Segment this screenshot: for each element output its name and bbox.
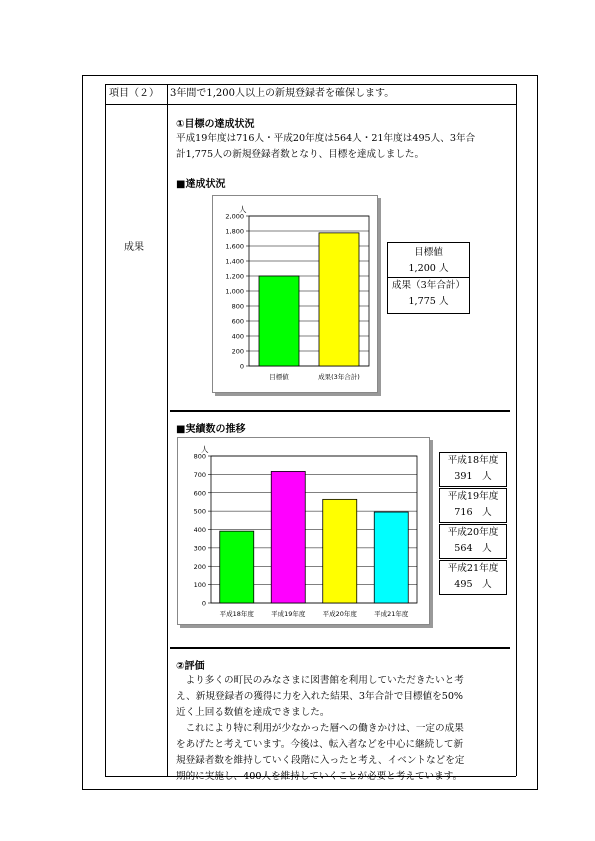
bar — [319, 233, 359, 366]
yearly-chart-frame — [177, 437, 430, 625]
yearly-summary-boxes — [439, 452, 507, 595]
section-title-evaluation: ②評価 — [176, 661, 205, 672]
yearly-results-chart — [178, 438, 429, 624]
bar — [323, 499, 357, 603]
y-axis-unit-label: 人 — [201, 445, 209, 454]
section-title-status: ■達成状況 — [176, 179, 226, 190]
yearly-box — [439, 488, 507, 523]
y-tick-label: 600 — [231, 317, 244, 326]
y-tick-label: 200 — [193, 562, 206, 571]
section-divider — [170, 410, 510, 412]
evaluation-line: 期的に実施し、400人を維持していくことが必要と考えています。 — [176, 771, 463, 782]
evaluation-line: をあげたと考えています。今後は、転入者などを中心に継続して新 — [176, 739, 464, 750]
y-axis-unit-label: 人 — [239, 205, 247, 214]
yearly-box-value: 495 人 — [454, 579, 492, 590]
y-tick-label: 100 — [193, 581, 206, 590]
yearly-box-label: 平成19年度 — [447, 491, 499, 502]
yearly-box — [439, 524, 507, 559]
evaluation-text — [176, 673, 464, 785]
yearly-box-label: 平成21年度 — [447, 563, 499, 574]
table-left-border — [105, 84, 106, 776]
column-divider — [167, 84, 168, 776]
y-tick-label: 1,600 — [225, 242, 244, 251]
table-right-border — [516, 84, 517, 776]
section-title-trend: ■実績数の推移 — [176, 424, 246, 435]
target-value: 1,200 人 — [408, 263, 449, 274]
target-label: 目標値 — [414, 247, 443, 258]
evaluation-line: これにより特に利用が少なかった層への働きかけは、一定の成果 — [176, 723, 464, 734]
target-summary-box — [387, 242, 470, 314]
y-tick-label: 700 — [193, 470, 206, 479]
y-tick-label: 300 — [193, 544, 206, 553]
evaluation-line: より多くの町民のみなさまに図書館を利用していただきたいと考 — [176, 675, 464, 686]
bar — [374, 512, 408, 603]
y-tick-label: 1,000 — [225, 287, 244, 296]
achievement-text-line1: 平成19年度は716人・平成20年度は564人・21年度は495人、3年合 — [176, 133, 476, 144]
x-category-label: 目標値 — [269, 373, 289, 381]
x-category-label: 平成20年度 — [322, 610, 357, 618]
y-tick-label: 600 — [193, 489, 206, 498]
result-label: 成果（3年合計） — [388, 277, 469, 294]
yearly-box-value: 564 人 — [454, 543, 492, 554]
evaluation-line: 近く上回る数値を達成できました。 — [176, 707, 330, 718]
x-category-label: 平成18年度 — [219, 610, 254, 618]
x-category-label: 平成19年度 — [271, 610, 306, 618]
x-category-label: 平成21年度 — [374, 610, 409, 618]
y-tick-label: 800 — [193, 452, 206, 461]
bar — [259, 276, 299, 366]
section-title-achievement: ①目標の達成状況 — [176, 119, 255, 130]
row-label: 成果 — [124, 242, 144, 253]
yearly-box — [439, 452, 507, 487]
y-tick-label: 1,800 — [225, 227, 244, 236]
y-tick-label: 2,000 — [225, 212, 244, 221]
yearly-box-value: 391 人 — [454, 471, 492, 482]
target-achievement-chart — [213, 196, 377, 392]
x-category-label: 成果(3年合計) — [318, 373, 360, 381]
y-tick-label: 800 — [231, 302, 244, 311]
bar — [220, 531, 254, 603]
evaluation-divider — [170, 647, 510, 649]
y-tick-label: 1,200 — [225, 272, 244, 281]
evaluation-line: 規登録者数を維持していく段階に入ったと考え、イベントなどを定 — [176, 755, 465, 766]
yearly-box-value: 716 人 — [454, 507, 492, 518]
item-text: 3年間で1,200人以上の新規登録者を確保します。 — [170, 88, 395, 99]
evaluation-line: え、新規登録者の獲得に力を入れた結果、3年合計で目標値を50% — [176, 691, 464, 702]
y-tick-label: 400 — [193, 526, 206, 534]
bar — [271, 471, 305, 603]
y-tick-label: 400 — [231, 332, 244, 341]
yearly-box — [439, 560, 507, 595]
y-tick-label: 1,400 — [225, 257, 244, 266]
yearly-box-label: 平成18年度 — [447, 455, 499, 466]
y-tick-label: 200 — [231, 347, 244, 356]
y-tick-label: 0 — [201, 599, 206, 608]
target-chart-frame — [212, 195, 378, 393]
item-label: 項目（２） — [109, 88, 159, 99]
y-tick-label: 0 — [239, 362, 244, 371]
y-tick-label: 500 — [193, 507, 206, 516]
result-value: 1,775 人 — [408, 296, 449, 307]
yearly-box-label: 平成20年度 — [447, 527, 499, 538]
achievement-text-line2: 計1,775人の新規登録者数となり、目標を達成しました。 — [176, 149, 425, 160]
